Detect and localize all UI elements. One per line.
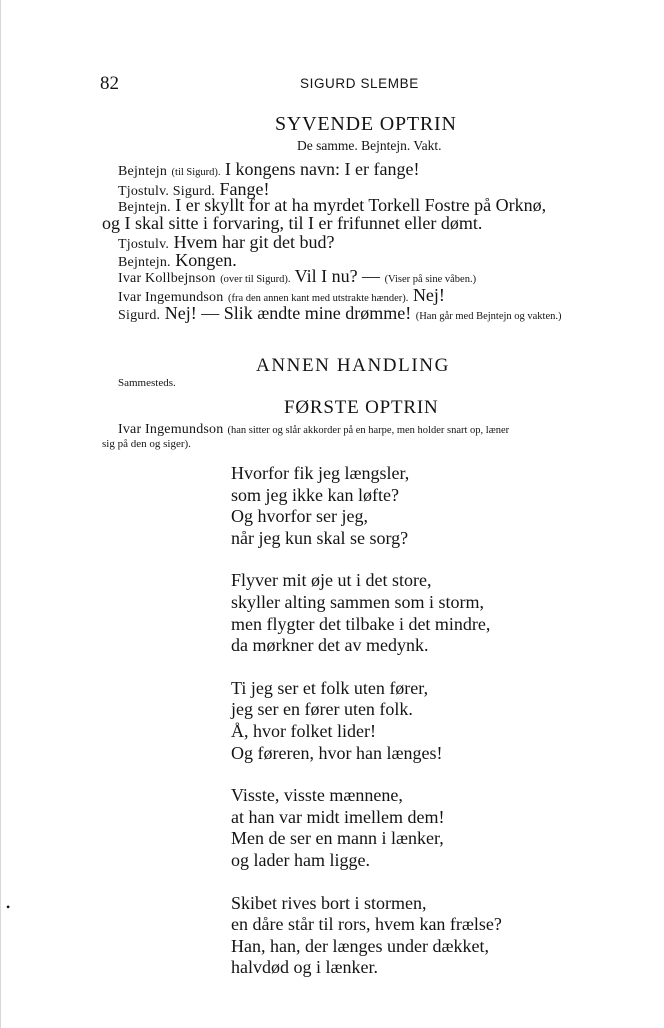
- poem-stanza: [231, 678, 502, 764]
- stage-direction: (Han går med Bejntejn og vakten.): [415, 311, 562, 322]
- poem-line: Og føreren, hvor han længes!: [231, 742, 443, 763]
- poem-line: Ti jeg ser et folk uten fører,: [231, 677, 429, 698]
- dialogue-text: Hvem har git det bud?: [173, 232, 335, 252]
- act-title: ANNEN HANDLING: [256, 355, 450, 376]
- page-number: 82: [100, 73, 119, 94]
- dialogue-text: I er skyllt for at ha myrdet Torkell Fostre på Orknø,: [175, 195, 547, 215]
- poem-line: og lader ham ligge.: [231, 849, 370, 870]
- poem-line: Han, han, der længes under dækket,: [231, 935, 489, 956]
- poem-line: Og hvorfor ser jeg,: [231, 506, 368, 527]
- speaker-name: Ivar Ingemundson: [118, 290, 224, 305]
- setting-note: Sammesteds.: [118, 377, 176, 389]
- dialogue-text: Nej!: [412, 285, 445, 305]
- dialogue-text: Nej! — Slik ændte mine drømme!: [164, 303, 412, 323]
- dialogue-text: I kongens navn: I er fange!: [225, 159, 420, 179]
- stage-direction: (fra den annen kant med utstrakte hænder).: [227, 293, 409, 304]
- dialogue-text: og I skal sitte i forvaring, til I er frifunnet eller dømt.: [102, 213, 483, 233]
- stage-direction: (Viser på sine våben.): [384, 274, 477, 285]
- page-edge-left: [0, 0, 1, 1028]
- poem-line: halvdød og i lænker.: [231, 957, 378, 978]
- poem-line: når jeg kun skal se sorg?: [231, 527, 409, 548]
- speaker-name: Bejntejn.: [118, 255, 171, 270]
- speaker-name: Ivar Kollbejnson: [118, 271, 216, 286]
- poem-line: skyller alting sammen som i storm,: [231, 591, 484, 612]
- speaker-name: Bejntejn: [118, 164, 168, 179]
- poem-stanza: [231, 463, 502, 549]
- speaker-name: Ivar Ingemundson: [118, 422, 224, 437]
- stage-direction-continued: sig på den og siger).: [102, 438, 191, 450]
- stage-direction: (til Sigurd).: [171, 167, 221, 178]
- dialogue-text: Kongen.: [175, 250, 237, 270]
- dialogue-line: [118, 302, 562, 328]
- speaker-name: Bejntejn.: [118, 200, 171, 215]
- speaker-name: Sigurd.: [118, 308, 161, 323]
- stage-direction: (han sitter og slår akkorder på en harpe, men holder snart op, læner: [227, 425, 510, 436]
- stage-direction: (over til Sigurd).: [220, 274, 291, 285]
- poem-line: Flyver mit øje ut i det store,: [231, 570, 432, 591]
- poem-line: en dåre står til rors, hvem kan frælse?: [231, 914, 502, 935]
- poem-line: at han var midt imellem dem!: [231, 806, 445, 827]
- poem-stanza: [231, 785, 502, 871]
- poem-line: Visste, visste mænnene,: [231, 785, 403, 806]
- scene-title: SYVENDE OPTRIN: [275, 113, 457, 135]
- dialogue-text: Vil I nu? —: [294, 266, 381, 286]
- poem-line: som jeg ikke kan løfte?: [231, 484, 399, 505]
- running-head: SIGURD SLEMBE: [300, 76, 419, 91]
- scene-cast: De samme. Bejntejn. Vakt.: [297, 138, 442, 153]
- poem-line: Å, hvor folket lider!: [231, 720, 376, 741]
- poem-stanza: [231, 893, 502, 979]
- scene-title: FØRSTE OPTRIN: [284, 397, 439, 418]
- poem-line: men flygter det tilbake i det mindre,: [231, 613, 491, 634]
- poem-line: Hvorfor fik jeg længsler,: [231, 463, 410, 483]
- poem-stanza: [231, 570, 502, 656]
- poem-line: jeg ser en fører uten folk.: [231, 699, 413, 720]
- margin-dot: •: [6, 900, 11, 914]
- dialogue-text: Fange!: [219, 179, 270, 199]
- stage-direction-intro: [118, 420, 509, 438]
- speaker-name: Tjostulv. Sigurd.: [118, 184, 215, 199]
- poem: [231, 463, 502, 1000]
- speaker-name: Tjostulv.: [118, 237, 170, 252]
- poem-line: da mørkner det av medynk.: [231, 635, 429, 656]
- poem-line: Men de ser en mann i lænker,: [231, 828, 444, 849]
- poem-line: Skibet rives bort i stormen,: [231, 892, 427, 913]
